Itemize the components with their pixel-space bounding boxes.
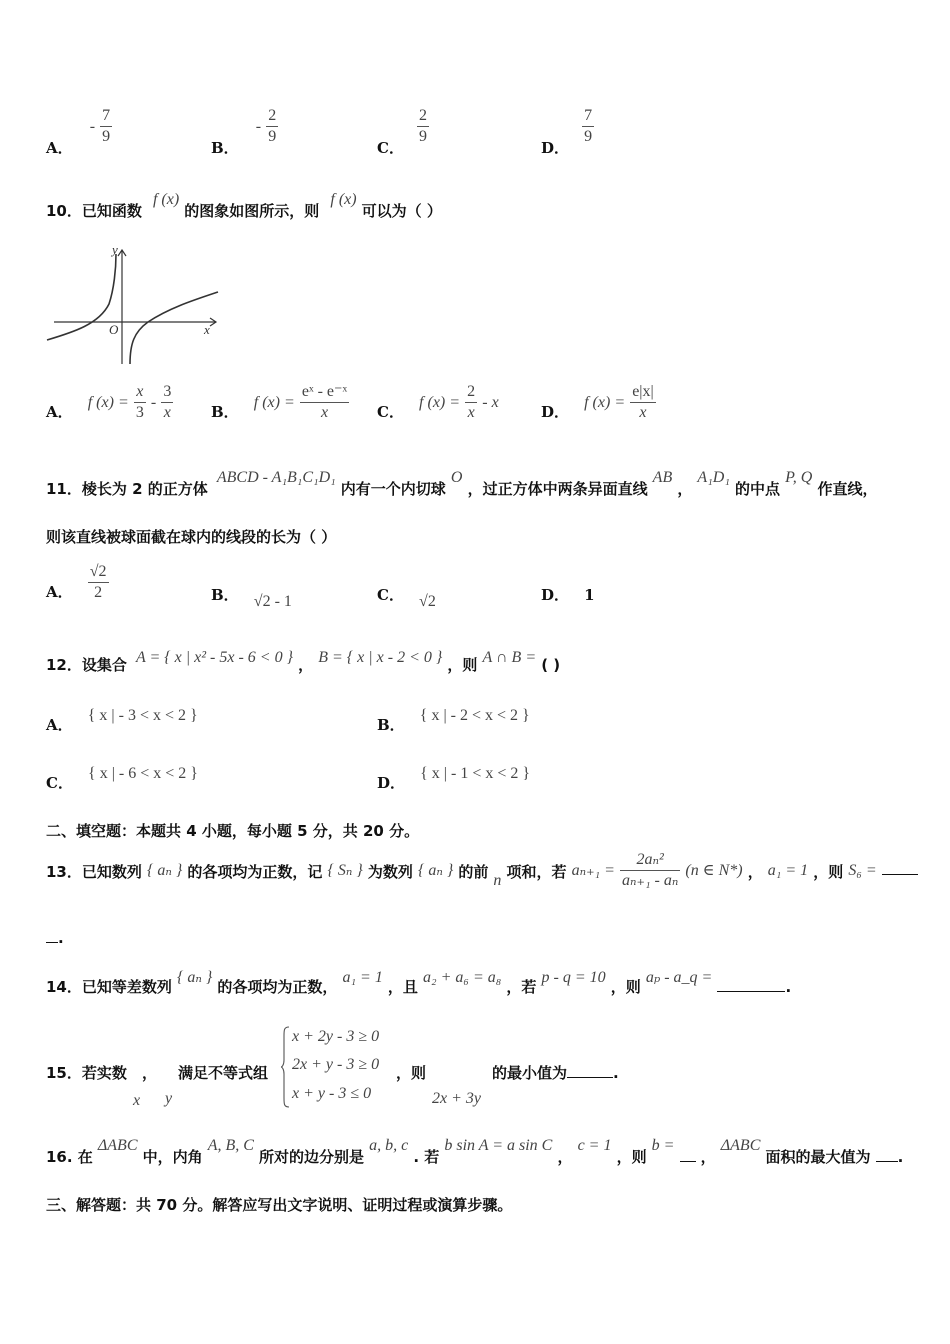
inequality-1: x + 2y - 3 ≥ 0	[292, 1028, 380, 1045]
q10-stem: 10．已知函数 f (x) 的图象如图所示，则 f (x) 可以为（ ）	[46, 191, 442, 220]
section-heading-solutions: 三、解答题：共 70 分。解答应写出文字说明、证明过程或演算步骤。	[46, 1196, 513, 1214]
q10-option-b: B． f (x) = $\frac{\text{eˣ - e⁻ˣ}}{x}$	[211, 383, 348, 421]
x-axis-label: x	[204, 322, 210, 337]
inequality-2: 2x + y - 3 ≥ 0	[292, 1056, 380, 1073]
curve-left-branch	[47, 254, 116, 340]
q15-comma: ，	[142, 1064, 158, 1082]
q12-option-a: A． { x | - 3 < x < 2 }	[46, 707, 198, 734]
q12-stem: 12．设集合 A = { x | x² - 5x - 6 < 0 } ， B = { x | x - 2 < 0 } ，则 A ∩ B = ( )	[46, 649, 561, 674]
q9-option-d	[541, 106, 594, 157]
q13-blank-continuation: .	[46, 928, 64, 947]
fraction: $\frac{\text{eˣ - e⁻ˣ}}{x}$	[301, 383, 348, 421]
answer-blank	[717, 991, 785, 992]
q11-option-b: B． √2 - 1	[211, 586, 292, 610]
answer-blank	[680, 1161, 696, 1162]
fraction: $\frac{2}{9}$	[419, 107, 428, 145]
fraction: $\frac{3}{x}$	[163, 383, 172, 421]
q9-option-b	[211, 106, 278, 157]
minus-sign: -	[89, 118, 96, 135]
q13-stem: 13．已知数列 { aₙ } 的各项均为正数，记 { Sₙ } 为数列 { aₙ } 的前 n 项和，若 aₙ₊₁ = $\frac{\text{2aₙ²}}{\text{aₙ₊₁ - aₙ}}$ (n ∈ N*) ， a₁ = 1 ，则 S₆ =	[46, 850, 918, 891]
q15-stem-b: 满足不等式组	[178, 1064, 269, 1082]
fraction: $\frac{2}{9}$	[268, 107, 277, 145]
origin-label: O	[109, 322, 119, 337]
q15-var-x: x	[133, 1092, 141, 1109]
q12-option-b: B． { x | - 2 < x < 2 }	[377, 707, 530, 734]
function-f: f (x)	[330, 191, 357, 208]
q9-option-a	[46, 106, 112, 157]
fraction: $\frac{√2}{2}$	[89, 563, 107, 601]
inequality-3: x + y - 3 ≤ 0	[292, 1085, 372, 1102]
q9-option-c	[377, 106, 429, 157]
q12-option-d: D． { x | - 1 < x < 2 }	[377, 765, 531, 792]
fraction: $\frac{7}{9}$	[102, 107, 111, 145]
answer-blank	[876, 1161, 898, 1162]
q15-stem-c: ，则	[396, 1064, 427, 1082]
fraction: $\frac{x}{3}$	[135, 383, 144, 421]
q10-function-graph	[44, 244, 224, 369]
section-heading-fill-in: 二、填空题：本题共 4 小题，每小题 5 分，共 20 分。	[46, 822, 420, 840]
system-brace-icon	[280, 1026, 290, 1108]
q11-option-c: C． √2	[377, 586, 436, 610]
q15-var-y: y	[165, 1090, 173, 1107]
q15-stem-d: 的最小值为 .	[492, 1064, 619, 1082]
q10-option-d: D． f (x) = $\frac{e|x|}{x}$	[541, 383, 654, 421]
answer-blank	[882, 874, 918, 875]
q11-stem-line2: 则该直线被球面截在球内的线段的长为（ ）	[46, 528, 337, 546]
q15-stem-a: 15．若实数	[46, 1064, 127, 1082]
q10-option-c: C． f (x) = $\frac{2}{x}$ - x	[377, 383, 499, 421]
fraction: $\frac{7}{9}$	[584, 107, 593, 145]
q11-option-d: D． 1	[541, 586, 595, 604]
function-f: f (x)	[152, 191, 180, 208]
option-label: D．	[541, 139, 570, 157]
option-label: C．	[377, 139, 404, 157]
q16-stem: 16. 在 ΔABC 中，内角 A, B, C 所对的边分别是 a, b, c . 若 b sin A = a sin C ， c = 1 ，则 b = ， ΔABC 面积的最大值为 .	[46, 1137, 904, 1166]
q11-option-a: A． $\frac{√2}{2}$	[46, 563, 107, 601]
y-axis-label: y	[112, 244, 118, 257]
fraction: $\frac{\text{2aₙ²}}{\text{aₙ₊₁ - aₙ}}$	[622, 851, 679, 889]
minus-sign: -	[255, 118, 262, 135]
answer-blank	[46, 928, 58, 943]
fraction: $\frac{2}{x}$	[467, 383, 476, 421]
answer-blank	[567, 1063, 613, 1078]
q14-stem: 14．已知等差数列 { aₙ } 的各项均为正数， a₁ = 1 ，且 a₂ + a₆ = a₈ ，若 p - q = 10 ，则 aₚ - a_q = .	[46, 969, 792, 996]
q11-stem: 11．棱长为 2 的正方体 ABCD - A₁B₁C₁D₁ 内有一个内切球 O ，过正方体中两条异面直线 AB ， A₁D₁ 的中点 P, Q 作直线，	[46, 469, 878, 498]
option-label: A．	[46, 139, 73, 157]
q12-option-c: C． { x | - 6 < x < 2 }	[46, 765, 198, 792]
option-label: B．	[211, 139, 239, 157]
q10-option-a: A． f (x) = $\frac{x}{3}$ - $\frac{3}{x}$	[46, 383, 172, 421]
q15-target-expr: 2x + 3y	[432, 1090, 481, 1107]
fraction: $\frac{e|x|}{x}$	[632, 383, 654, 421]
